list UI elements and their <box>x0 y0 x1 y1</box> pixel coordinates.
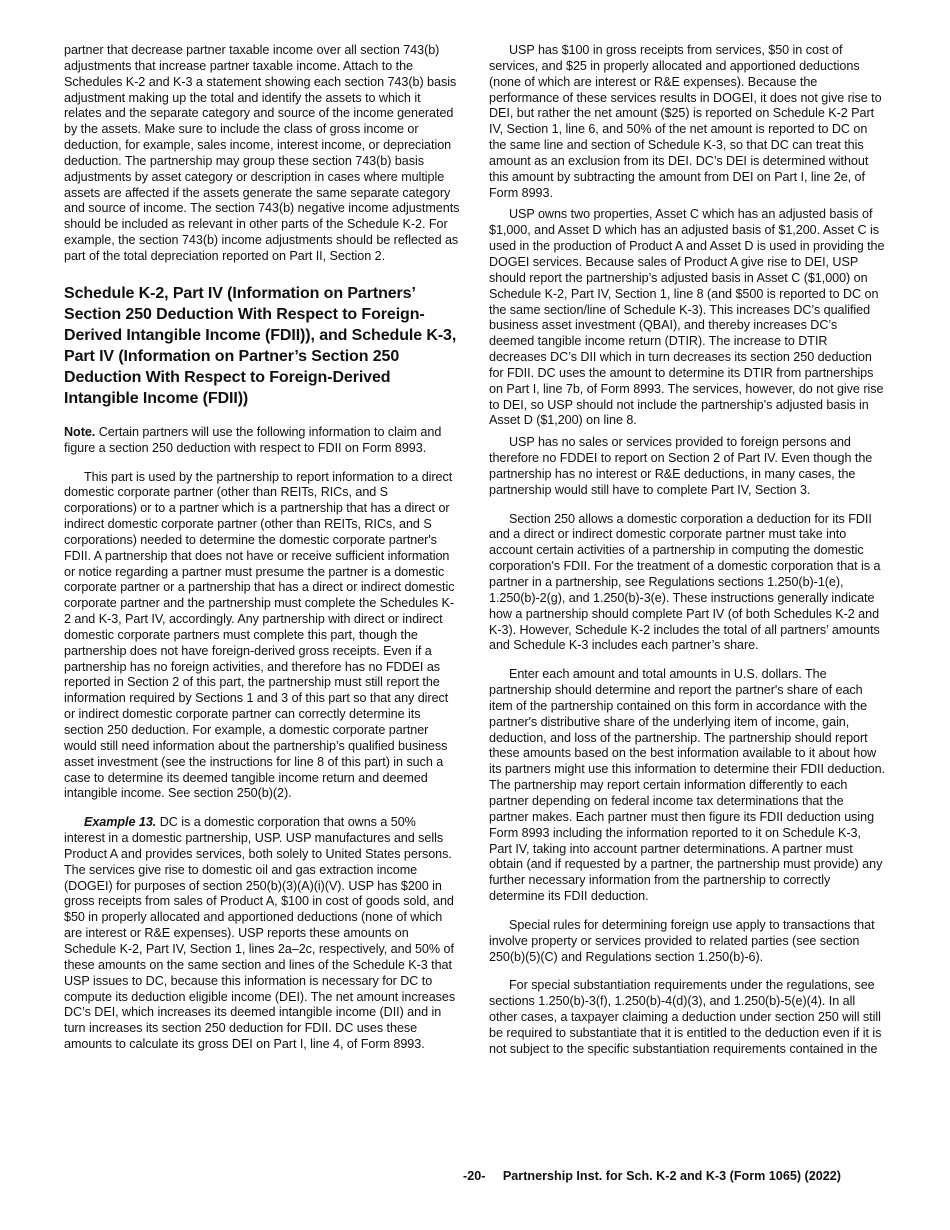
footer-title: Partnership Inst. for Sch. K-2 and K-3 (Form 1065) (2022) <box>502 1169 841 1183</box>
intro-paragraph: partner that decrease partner taxable income over all section 743(b) adjustments that increase partner taxable income. Attach to the Schedules K-2 and K-3 a statement showing each section 743(b) basis adjustment making up the total and identify the assets to which it relates and the separate category and source of the income generated by the assets. Make sure to include the class of gross income or deduction, for example, sales income, interest income, or depreciation deduction. The partnership may group these section 743(b) basis adjustments by asset category or description in cases where multiple assets are affected if the assets generate the same separate category and source of income. The section 743(b) negative income adjustments should be included as relevant in other parts of the Schedule K-2. For example, the section 743(b) income adjustments should be reflected as part of the total depreciation reported on Part II, Section 2. <box>64 43 460 263</box>
part-usage-paragraph: This part is used by the partnership to report information to a direct domestic corporate partner (other than REITs, RICs, and S corporations) or to a partner which is a partnership that has a direct or indirect domestic corporate partner (other than REITs, RICs, and S corporations) needed to determine the domestic corporate partner's FDII. A partnership that does not have or receive sufficient information or notice regarding a partner must presume the partner is a domestic corporate partner or a partnership that has a direct or indirect domestic corporate partner and the partnership must complete the Schedules K-2 and K-3, Part IV, accordingly. Any partnership with direct or indirect domestic corporate partners must complete this part, though the partnership does not have foreign-derived gross receipts. Even if a partnership has no foreign activities, and therefore has no FDDEI as reported in Section 2 of this part, the partnership must still report the information required by Sections 1 and 3 of this part so that any direct or indirect domestic corporate partner can correctly determine its section 250 deduction. For example, a domestic corporate partner would still need information about the partnership’s qualified business asset investment (see the instructions for line 8 of this part) in such a case to determine its deemed tangible income return and deemed intangible income. See section 250(b)(2). <box>64 469 455 801</box>
page-footer <box>463 1169 841 1183</box>
note-text: Certain partners will use the following information to claim and figure a section 250 deduction with respect to FDII on Form 8993. <box>64 424 442 455</box>
left-column <box>64 43 460 1053</box>
assets-paragraph: USP owns two properties, Asset C which has an adjusted basis of $1,000, and Asset D which has an adjusted basis of $1,200. Asset C is used in the production of Product A and Asset D is used in providing the DOGEI services. Because sales of Product A give rise to DEI, USP should report the partnership’s adjusted basis in Asset C ($1,000) on Schedule K-2, Part IV, Section 1, line 8 (and $500 is reported to DC on the same section/line of Schedule K-3). This increases DC’s qualified business asset investment (QBAI), and thereby increases DC’s deemed tangible income return (DTIR). The increase to DTIR decreases DC’s DII which in turn decreases its section 250 deduction for FDII. DC uses the amount to determine its DTIR from partnerships on Part I, line 7b, of Form 8993. The services, however, do not give rise to DEI, so USP should not include the partnership’s adjusted basis in Asset D ($1,200) on line 8. <box>489 207 885 428</box>
section-heading: Schedule K-2, Part IV (Information on Partners’ Section 250 Deduction With Respect to Foreign-Derived Intangible Income (FDII)), and Schedule K-3, Part IV (Information on Partner’s Section 250 Deduction With Respect to Foreign-Derived Intangible Income (FDII)) <box>64 284 457 407</box>
note-paragraph <box>64 425 460 457</box>
no-fddei-paragraph: USP has no sales or services provided to foreign persons and therefore no FDDEI to report on Section 2 of Part IV. Even though the partnership has no interest or R&E deductions, in many cases, the partnership would still have to complete Part IV, Section 3. <box>489 435 873 497</box>
services-paragraph: USP has $100 in gross receipts from services, $50 in cost of services, and $25 in properly allocated and apportioned deductions (none of which are interest or R&E expenses). Because the performance of these services results in DOGEI, it does not give rise to DEI, but rather the net amount ($25) is reported on Schedule K-2 Part IV, Section 1, line 6, and 50% of the net amount is reported to DC on the same line and section of Schedule K-3, so that DC can treat this amount as an exclusion from its DEI. DC’s DEI is determined without this amount by subtracting the amount from DEI on Part I, line 2e, of Form 8993. <box>489 43 882 200</box>
us-dollars-paragraph: Enter each amount and total amounts in U.S. dollars. The partnership should determine and report the partner's share of each item of the partnership contained on this form in accordance with the partner's distributive share of the underlying item of income, gain, deduction, and loss of the partnership. The partnership should report these amounts based on the best information available to it about how its partners might use this information to determine their FDII deduction. The partnership may report certain information differently to each partner depending on federal income tax determinations that the partner makes. Each partner must then figure its FDII deduction using Form 8993 including the information reported to it on Schedule K-3, Part IV, taking into account partner determinations. A partner must obtain (and if requested by a partner, the partnership must provide) any further necessary information from the partnership to correctly determine its FDII deduction. <box>489 667 885 904</box>
right-column <box>489 43 885 1058</box>
substantiation-paragraph: For special substantiation requirements under the regulations, see sections 1.250(b)-3(f), 1.250(b)-4(d)(3), and 1.250(b)-5(e)(4). In all other cases, a taxpayer claiming a deduction under section 250 will still be required to substantiate that it is entitled to the deduction even if it is not subject to the specific substantiation requirements contained in the <box>489 978 882 1056</box>
example-text: DC is a domestic corporation that owns a 50% interest in a domestic partnership, USP. USP manufactures and sells Product A and provides services, both solely to United States persons. The services give rise to domestic oil and gas extraction income (DOGEI) for purposes of section 250(b)(3)(A)(i)(V). USP has $200 in gross receipts from sales of Product A, $100 in cost of goods sold, and $50 in properly allocated and apportioned deductions (none of which are interest or R&E expenses). USP reports these amounts on Schedule K-2, Part IV, Section 1, lines 2a–2c, respectively, and 50% of these amounts on the same section and lines of the Schedule K-3 that USP issues to DC, because this information is necessary for DC to compute its deduction eligible income (DEI). The net amount increases DC’s DEI, which increases its deemed intangible income (DII) and in turn increases its section 250 deduction for FDII. DC uses these amounts to calculate its gross DEI on Part I, line 4, of Form 8993. <box>64 815 456 1052</box>
example-label: Example 13. <box>84 815 157 830</box>
section-250-paragraph: Section 250 allows a domestic corporation a deduction for its FDII and a direct or indirect domestic corporate partner must take into account certain activities of a partnership in computing the domestic corporation's FDII. For the treatment of a domestic corporation that is a partner in a partnership, see Regulations sections 1.250(b)-1(e), 1.250(b)-2(g), and 1.250(b)-3(e). These instructions generally indicate how a partnership should complete Part IV (of both Schedules K-2 and K-3). However, Schedule K-2 includes the total of all partners’ amounts and Schedule K-3 includes each partner’s share. <box>489 511 881 653</box>
note-label: Note. <box>64 424 96 439</box>
page-number: -20- <box>463 1169 486 1183</box>
example-13-paragraph <box>64 815 460 1053</box>
foreign-use-paragraph: Special rules for determining foreign use apply to transactions that involve property or services provided to related parties (see section 250(b)(5)(C) and Regulations section 1.250(b)-6). <box>489 917 875 964</box>
